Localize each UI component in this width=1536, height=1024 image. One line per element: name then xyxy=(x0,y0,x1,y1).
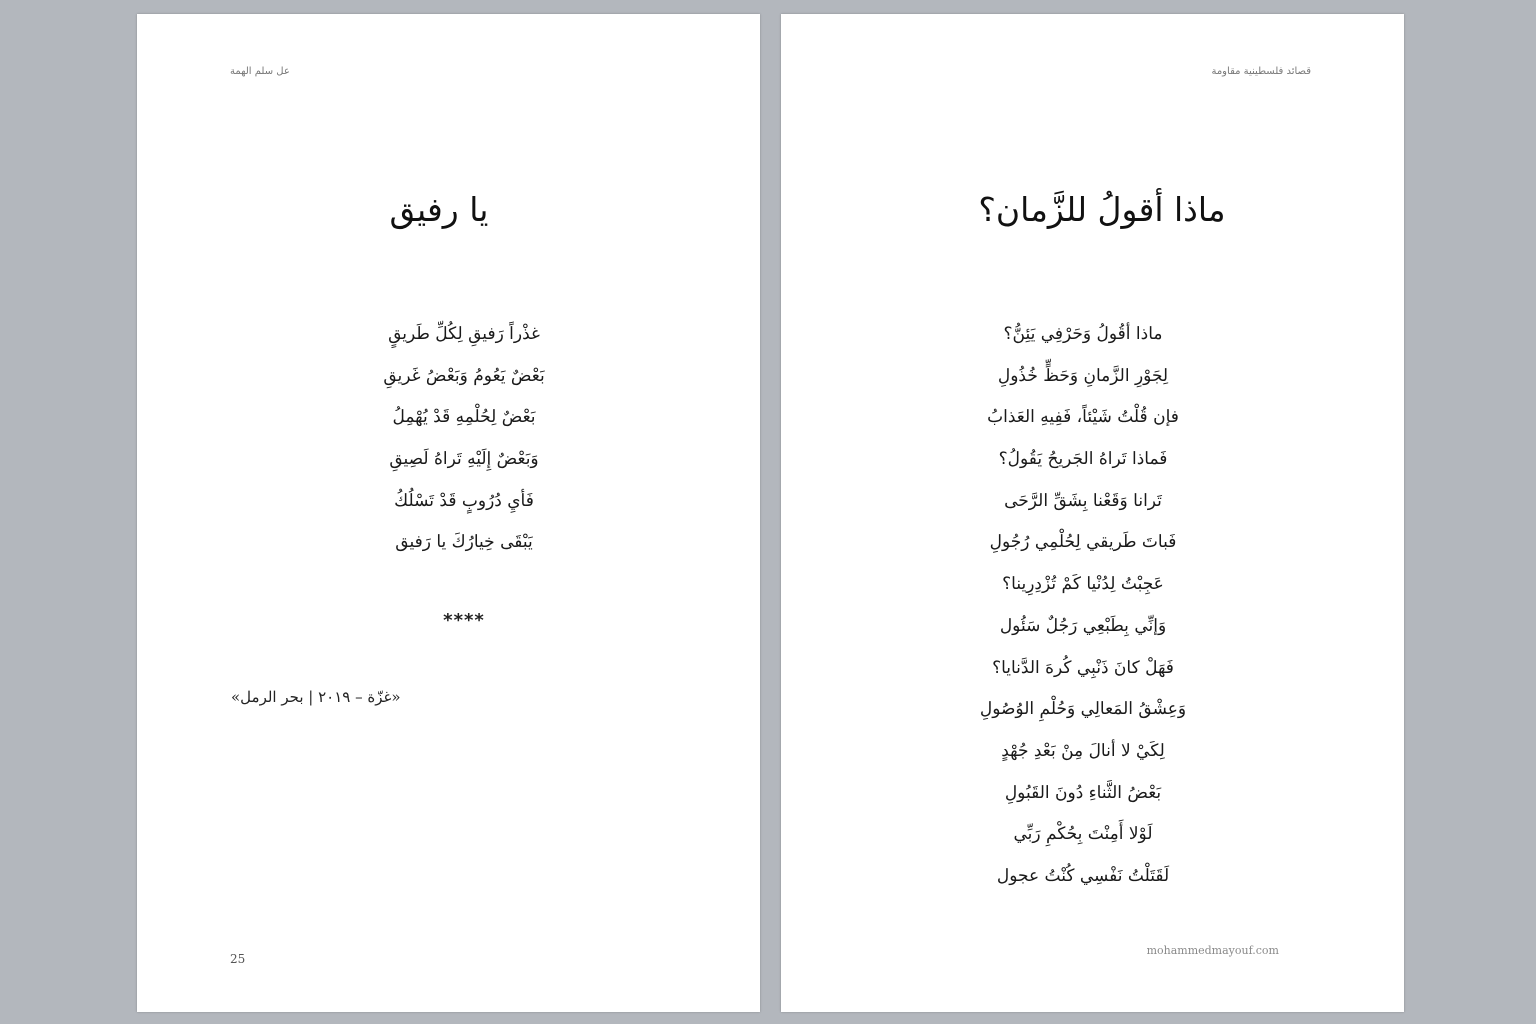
verse-line: فَهَلْ كانَ ذَنْبِي كُرهَ الدَّنايا؟ xyxy=(992,657,1174,678)
verse-line: عَجِبْتُ لِدُنْيا كَمْ تُزْدِرِينا؟ xyxy=(1002,574,1164,595)
footer-website: mohammedmayouf.com xyxy=(1146,944,1279,957)
running-header: قصائد فلسطينية مقاومة xyxy=(1211,66,1311,77)
poem-verses xyxy=(137,314,791,564)
page-right xyxy=(781,14,1404,1012)
poem-signature: «غزّة – ٢٠١٩ | بحر الرمل» xyxy=(231,688,401,706)
verse-line: تَرانا وَقَعْنا بِشَقِّ الرَّحَى xyxy=(1004,490,1162,511)
verse-line: لِجَوْرِ الزَّمانِ وَحَظٍّ خُذُولِ xyxy=(997,365,1169,386)
verse-line: فَأيِ دُرُوبٍ قَدْ تَسْلُكُ xyxy=(394,490,534,511)
verse-line: لِكَيْ لا أنالَ مِنْ بَعْدِ جُهْدٍ xyxy=(1001,740,1165,761)
verse-line: غذْراً رَفيقِ لِكُلِّ طَريقٍ xyxy=(388,324,540,344)
verse-line: وَإنِّي بِطَبْعِي رَجُلٌ سَئُول xyxy=(999,615,1167,636)
verse-line: لَوْلا أَمِنْتَ بِحُكْمِ رَبِّي xyxy=(1013,824,1153,845)
verse-line: وَبَعْضٌ إِلَيْهِ تَراهُ لَصِيقِ xyxy=(389,449,539,470)
verse-line: وَعِشْقُ المَعالِي وَحُلْمِ الوُصُولِ xyxy=(979,699,1187,720)
poem-title: ماذا أقولُ للزَّمان؟ xyxy=(978,190,1226,229)
running-header: عل سلم الهمة xyxy=(230,66,290,77)
section-separator: **** xyxy=(443,610,485,631)
verse-line: لَقَتَلْتُ نَفْسِي كُنْتُ عجول xyxy=(996,865,1170,886)
verse-line: بَعْضٌ يَعُومُ وَبَعْضُ غَريقِ xyxy=(383,365,545,386)
page-number: 25 xyxy=(230,952,246,966)
verse-line: بَعْضٌ لِحُلْمِهِ قَدْ يُهْمِلُ xyxy=(392,407,536,428)
poem-title: يا رفيق xyxy=(389,190,489,229)
verse-line: فَماذا تَراهُ الجَريحُ يَقُولُ؟ xyxy=(998,449,1168,470)
verse-line: ماذا أقُولُ وَحَرْفِي يَئِنُّ؟ xyxy=(1003,324,1163,344)
verse-line: فَباتَ طَريقي لِحُلْمِي رُجُولِ xyxy=(989,532,1177,553)
poem-verses xyxy=(781,314,1385,898)
verse-line: يَبْقَى خِيارُكَ يا رَفيق xyxy=(395,532,533,553)
verse-line: فإن قُلْتُ شَيْئاً، فَفِيهِ العَذابُ xyxy=(987,407,1179,428)
verse-line: بَعْضُ الثَّناءِ دُونَ القَبُولِ xyxy=(1004,782,1162,803)
page-left xyxy=(137,14,760,1012)
